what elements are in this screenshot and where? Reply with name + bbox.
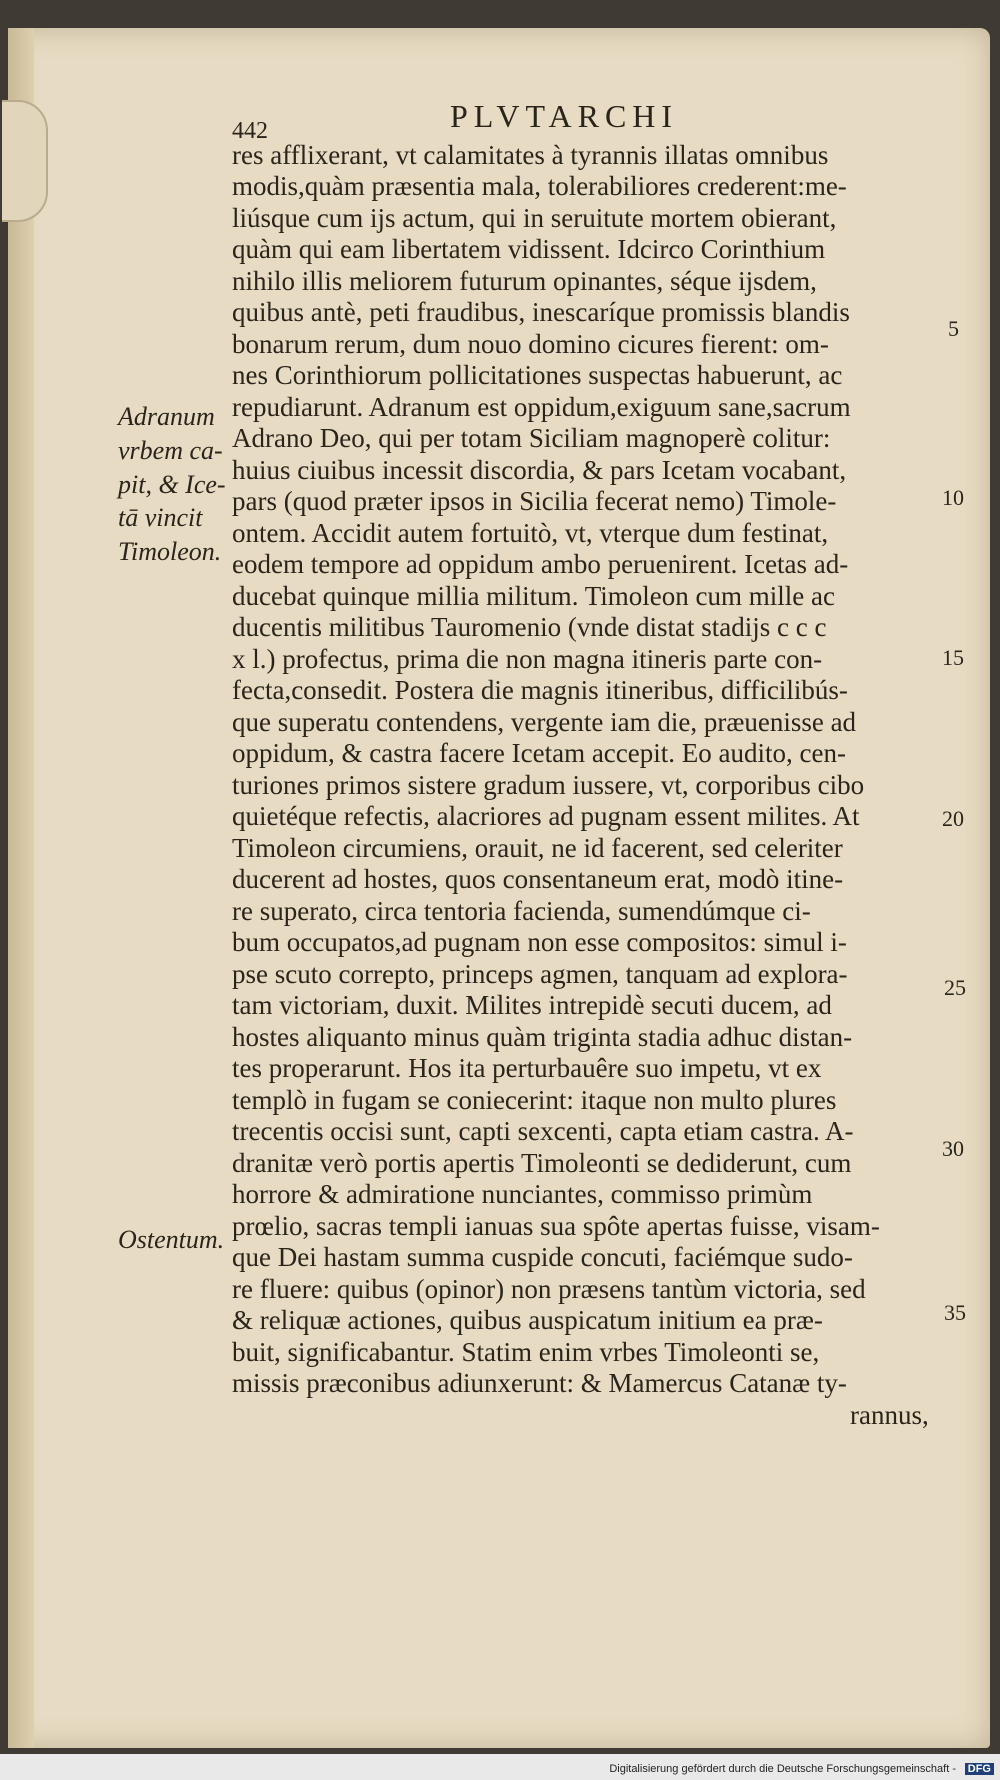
text-line: bum occupatos,ad pugnam non esse compositos: simul i- xyxy=(232,927,847,957)
text-line: pse scuto correpto, princeps agmen, tanquam ad explora- xyxy=(232,959,848,989)
margin-note-line: Timoleon. xyxy=(118,537,222,566)
dfg-logo: DFG xyxy=(965,1763,994,1775)
text-line: trecentis occisi sunt, capti sexcenti, capta etiam castra. A- xyxy=(232,1116,854,1146)
text-line: nihilo illis meliorem futurum opinantes, séque ijsdem, xyxy=(232,266,817,296)
text-line: hostes aliquanto minus quàm triginta stadia adhuc distan- xyxy=(232,1022,853,1052)
text-line: Timoleon circumiens, orauit, ne id facerent, sed celeriter xyxy=(232,833,843,863)
text-line: Adrano Deo, qui per totam Siciliam magnoperè colitur: xyxy=(232,423,831,453)
text-line: buit, significabantur. Statim enim vrbes Timoleonti se, xyxy=(232,1337,820,1367)
text-line: x l.) profectus, prima die non magna itineris parte con- xyxy=(232,644,823,674)
text-line: missis præconibus adiunxerunt: & Mamercus Catanæ ty- xyxy=(232,1368,847,1398)
text-line: rannus, xyxy=(850,1400,929,1430)
text-line: oppidum, & castra facere Icetam accepit. Eo audito, cen- xyxy=(232,738,846,768)
text-line: res afflixerant, vt calamitates à tyrannis illatas omnibus xyxy=(232,140,829,170)
running-head: PLVTARCHI xyxy=(450,98,679,134)
text-line: quàm qui eam libertatem vidissent. Idcirco Corinthium xyxy=(232,234,826,264)
line-number: 35 xyxy=(944,1300,966,1325)
line-number: 30 xyxy=(942,1136,964,1161)
text-line: ontem. Accidit autem fortuitò, vt, vterque dum festinat, xyxy=(232,518,829,548)
margin-note-line: pit, & Ice- xyxy=(118,470,226,499)
text-line: huius ciuibus incessit discordia, & pars Icetam vocabant, xyxy=(232,455,847,485)
text-line: liúsque cum ijs actum, qui in seruitute mortem obierant, xyxy=(232,203,837,233)
margin-note-line: Ostentum. xyxy=(118,1225,225,1254)
text-line: bonarum rerum, dum nouo domino cicures fierent: om- xyxy=(232,329,829,359)
line-number: 5 xyxy=(948,316,959,341)
text-line: nes Corinthiorum pollicitationes suspectas habuerunt, ac xyxy=(232,360,843,390)
margin-note-line: tā vincit xyxy=(118,503,203,532)
text-line: que superatu contendens, vergente iam die, præuenisse ad xyxy=(232,707,857,737)
text-line: & reliquæ actiones, quibus auspicatum initium ea præ- xyxy=(232,1305,823,1335)
line-number: 10 xyxy=(942,485,964,510)
margin-note-line: Adranum xyxy=(118,402,215,431)
text-line: dranitæ verò portis apertis Timoleonti se dediderunt, cum xyxy=(232,1148,852,1178)
text-line: templò in fugam se coniecerint: itaque non multo plures xyxy=(232,1085,837,1115)
text-line: pars (quod præter ipsos in Sicilia fecerat nemo) Timole- xyxy=(232,486,837,516)
text-line: horrore & admiratione nunciantes, commisso primùm xyxy=(232,1179,813,1209)
text-line: repudiarunt. Adranum est oppidum,exiguum sane,sacrum xyxy=(232,392,851,422)
text-line: tam victoriam, duxit. Milites intrepidè secuti ducem, ad xyxy=(232,990,832,1020)
text-line: quibus antè, peti fraudibus, inescaríque promissis blandis xyxy=(232,297,850,327)
text-line: re superato, circa tentoria facienda, sumendúmque ci- xyxy=(232,896,811,926)
line-number: 15 xyxy=(942,645,964,670)
page-gutter xyxy=(8,28,34,1748)
text-line: tes properarunt. Hos ita perturbauêre suo impetu, vt ex xyxy=(232,1053,822,1083)
text-line: fecta,consedit. Postera die magnis itineribus, difficilibús- xyxy=(232,675,848,705)
page-number: 442 xyxy=(232,118,268,144)
text-line: que Dei hastam summa cuspide concuti, faciémque sudo- xyxy=(232,1242,853,1272)
line-number: 20 xyxy=(942,806,964,831)
text-line: re fluere: quibus (opinor) non præsens tantùm victoria, sed xyxy=(232,1274,866,1304)
text-line: eodem tempore ad oppidum ambo peruenirent. Icetas ad- xyxy=(232,549,849,579)
text-line: prœlio, sacras templi ianuas sua spôte apertas fuisse, visam- xyxy=(232,1211,880,1241)
footer-credit: Digitalisierung gefördert durch die Deutsche Forschungsgemeinschaft - xyxy=(609,1763,956,1775)
margin-note-line: vrbem ca- xyxy=(118,436,223,465)
text-line: ducebat quinque millia militum. Timoleon cum mille ac xyxy=(232,581,835,611)
line-number: 25 xyxy=(944,975,966,1000)
text-line: ducentis militibus Tauromenio (vnde distat stadijs c c c xyxy=(232,612,827,642)
text-line: turiones primos sistere gradum iussere, vt, corporibus cibo xyxy=(232,770,865,800)
text-line: ducerent ad hostes, quos consentaneum erat, modò itine- xyxy=(232,864,844,894)
text-line: quietéque refectis, alacriores ad pugnam essent milites. At xyxy=(232,801,860,831)
text-line: modis,quàm præsentia mala, tolerabiliores crederent:me- xyxy=(232,171,847,201)
digitization-footer xyxy=(0,1754,1000,1780)
page-tab-mark xyxy=(2,100,48,222)
